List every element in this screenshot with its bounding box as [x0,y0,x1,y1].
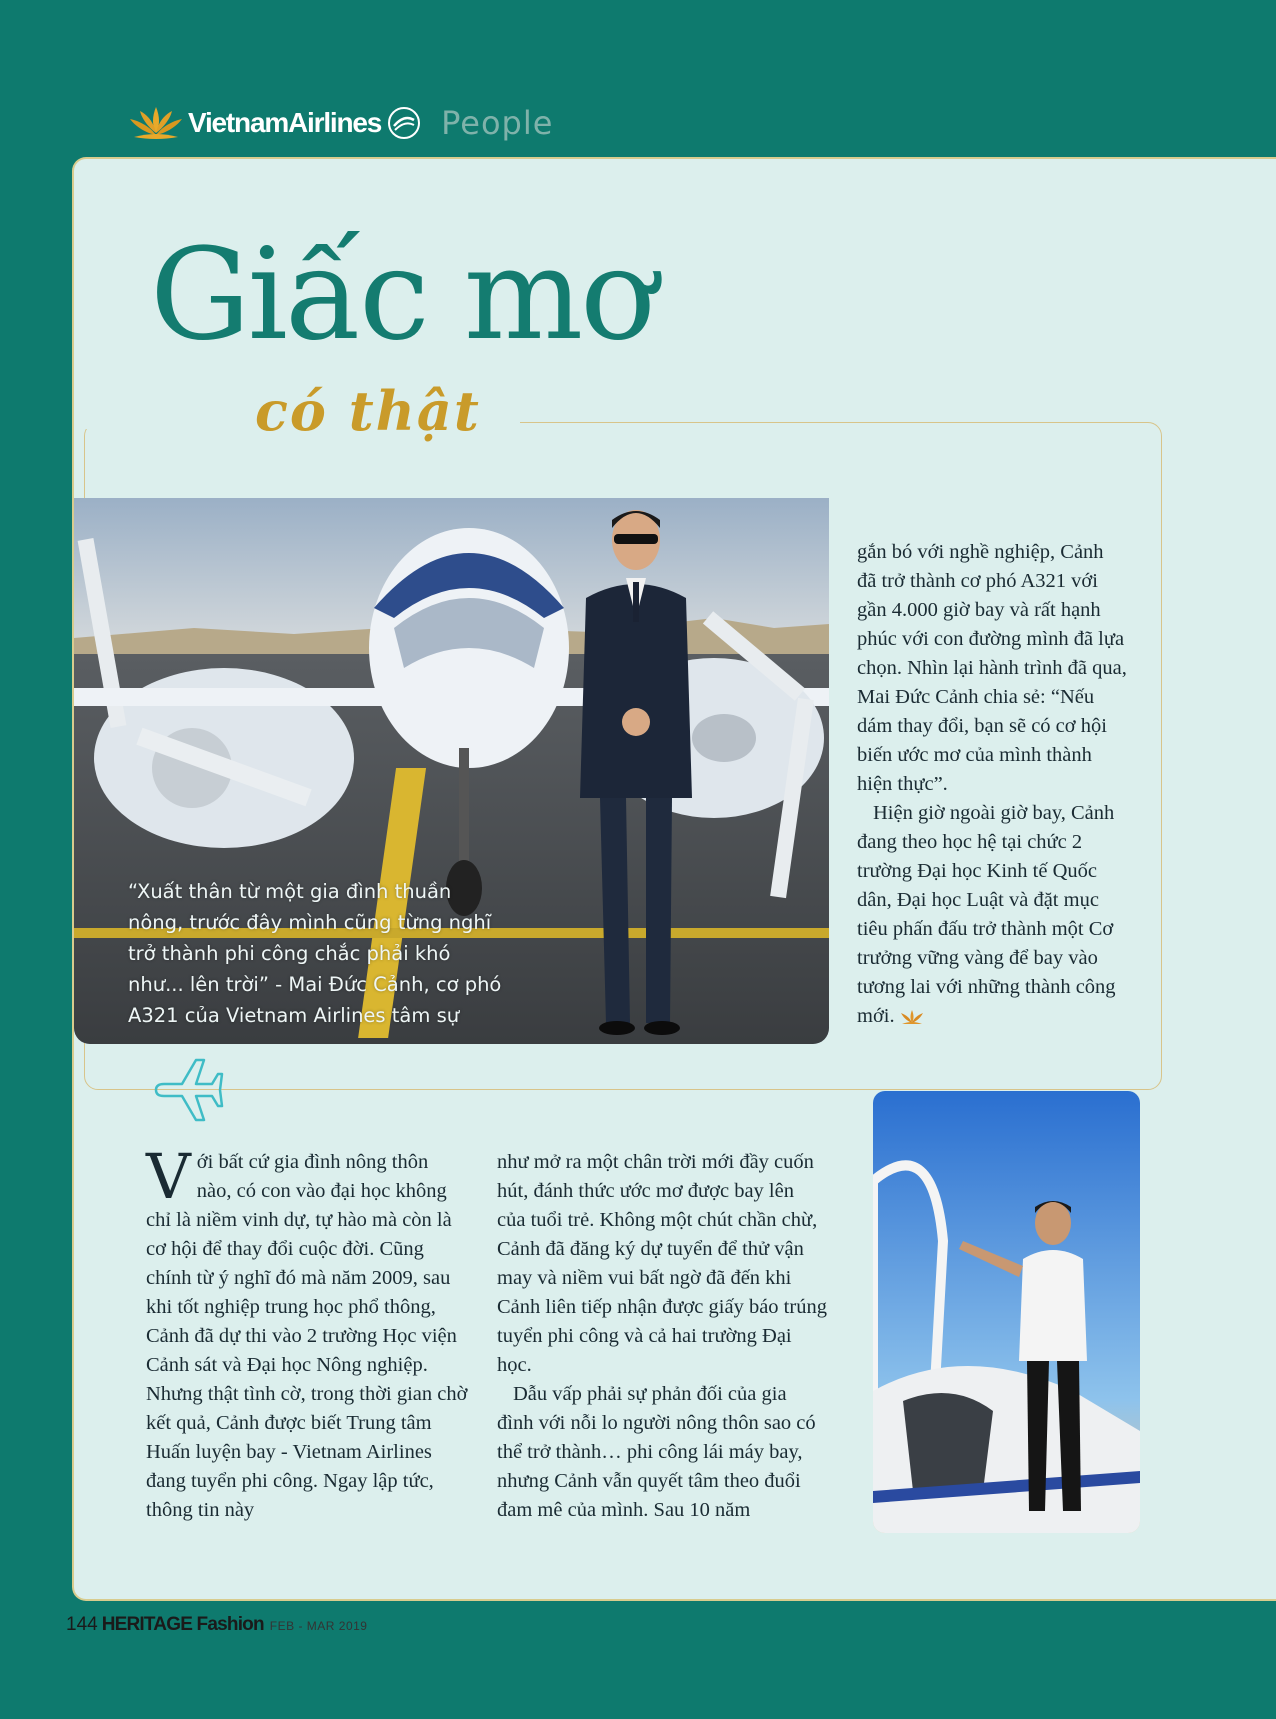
mid-paragraph-2: Dẫu vấp phải sự phản đối của gia đình với nỗi lo người nông thôn sao có thể trở thành… phi công lái máy bay, nhưng Cảnh vẫn quyết tâm theo đuổi đam mê của mình. Sau 10 năm [497,1383,816,1521]
left-paragraph: ới bất cứ gia đình nông thôn nào, có con vào đại học không chỉ là niềm vinh dự, tự hào mà còn là cơ hội để thay đổi cuộc đời. Cũng chính từ ý nghĩ đó mà năm 2009, sau khi tốt nghiệp trung học phổ thông, Cảnh đã dự thi vào 2 trường Học viện Cảnh sát và Đại học Nông nghiệp. Nhưng thật tình cờ, trong thời gian chờ kết quả, Cảnh được biết Trung tâm Huấn luyện bay - Vietnam Airlines đang tuyển phi công. Ngay lập tức, thông tin này [146,1151,468,1521]
section-label: People [441,104,554,142]
right-paragraph-2 [857,799,1127,1031]
pilot-cockpit-photo [873,1091,1140,1533]
article-middle-column [497,1148,827,1525]
end-lotus-icon [899,1009,925,1025]
article-right-column [857,538,1127,1031]
right-paragraph-2-text: Hiện giờ ngoài giờ bay, Cảnh đang theo học hệ tại chức 2 trường Đại học Kinh tế Quốc dân, Đại học Luật và đặt mục tiêu phấn đấu trở thành một Cơ trưởng vững vàng để bay vào tương lai với những thành công mới. [857,802,1116,1027]
article-subtitle: có thật [255,379,481,443]
article-left-column [146,1140,468,1525]
pilot-airplane-photo [74,498,829,1044]
magazine-header [128,98,553,148]
photo2-illustration [873,1091,1140,1533]
magazine-name: HERITAGE Fashion [101,1614,264,1635]
photo-caption: “Xuất thân từ một gia đình thuần nông, trước đây mình cũng từng nghĩ trở thành phi công chắc phải khó như... lên trời” - Mai Đức Cảnh, cơ phó A321 của Vietnam Airlines tâm sự [128,880,502,1027]
mid-paragraph-1: như mở ra một chân trời mới đầy cuốn hút, đánh thức ước mơ được bay lên của tuổi trẻ. Không một chút chần chừ, Cảnh đã đăng ký dự tuyển để thử vận may và niềm vui bất ngờ đã đến khi Cảnh liên tiếp nhận được giấy báo trúng tuyển phi công và cả hai trường Đại học. [497,1151,827,1376]
issue-date: FEB - MAR 2019 [269,1619,368,1633]
page-footer [66,1614,367,1636]
airplane-icon [150,1054,226,1126]
drop-cap: V [146,1140,191,1213]
page-number: 144 [66,1614,98,1635]
skyteam-icon [387,106,421,140]
lotus-logo-icon [128,103,184,143]
right-paragraph-1: gắn bó với nghề nghiệp, Cảnh đã trở thành cơ phó A321 với gần 4.000 giờ bay và rất hạnh phúc với con đường mình đã lựa chọn. Nhìn lại hành trình đã qua, Mai Đức Cảnh chia sẻ: “Nếu dám thay đổi, bạn sẽ có cơ hội biến ước mơ của mình thành hiện thực”. [857,541,1127,795]
brand-name: VietnamAirlines [188,107,382,138]
article-title: Giấc mơ [150,221,654,368]
